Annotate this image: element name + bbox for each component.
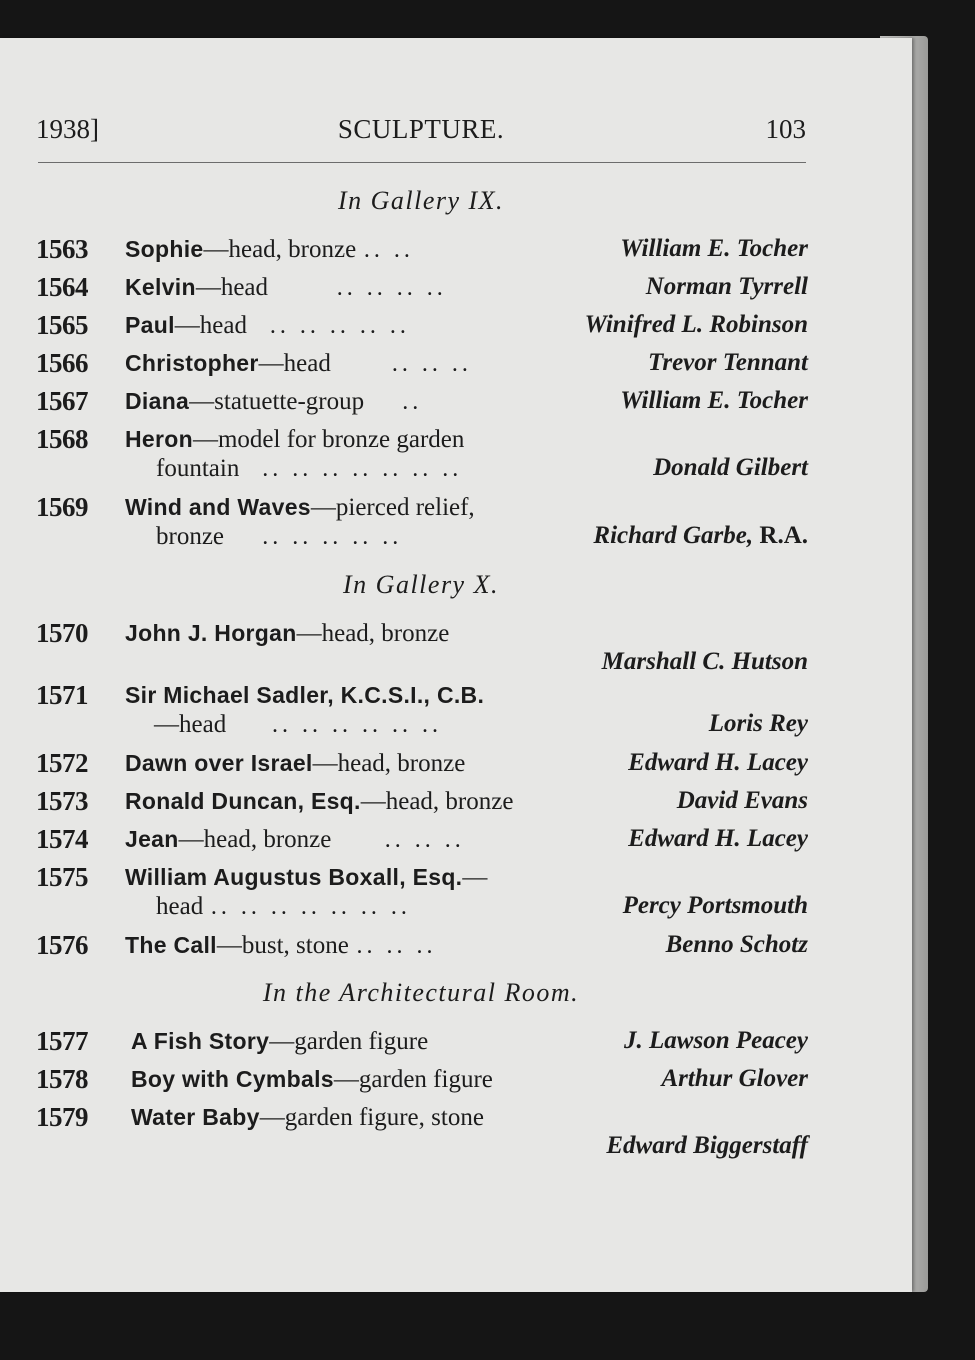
entry-text [125,272,447,303]
catalogue-entry [36,748,808,786]
leader-dots: .. [402,389,423,415]
catalogue-entry [36,786,808,824]
catalogue-entry [36,1026,808,1064]
gallery-heading: In Gallery IX. [337,186,505,215]
artist-name: J. Lawson Peacey [624,1027,808,1054]
catalogue-entry [36,348,808,386]
work-description: —head, bronze [203,236,357,263]
work-description: —head, bronze [296,620,450,647]
entry-number: 1574 [36,824,88,854]
leader-dots: .. .. .. .. .. .. .. [262,456,463,482]
work-title: John J. Horgan [125,620,297,646]
work-title: A Fish Story [131,1028,270,1054]
entry-number: 1565 [36,310,88,340]
artist-name: Donald Gilbert [653,454,808,481]
work-title: William Augustus Boxall, Esq. [125,864,463,890]
entry-text-continued: —head .. .. .. .. .. .. [154,711,442,738]
work-description: —head [195,274,269,301]
entry-text [125,748,465,779]
gallery-heading: In Gallery X. [343,570,499,599]
artist-name: Marshall C. Hutson [601,648,808,675]
work-description: —garden figure [269,1028,429,1055]
artist-name: Benno Schotz [665,931,808,958]
entry-text [125,786,513,817]
leader-dots: .. .. .. [356,933,437,959]
entry-number: 1578 [36,1064,88,1094]
artist-honorific: R.A. [753,522,808,549]
header-rule [38,162,806,163]
leader-dots: .. .. .. .. .. .. [271,712,442,738]
running-header [36,114,806,154]
book-page [0,38,912,1292]
work-title: Boy with Cymbals [131,1066,334,1092]
entry-text-continued: bronze .. .. .. .. .. [156,523,403,550]
gallery-heading: In the Architectural Room. [262,978,580,1007]
work-title: Sir Michael Sadler, K.C.S.I., C.B. [125,682,485,708]
catalogue-entry [36,492,808,558]
entry-number: 1572 [36,748,88,778]
entry-number: 1576 [36,930,88,960]
artist-name: Richard Garbe, R.A. [593,522,808,549]
entry-number: 1566 [36,348,88,378]
work-title: Paul [125,312,175,338]
work-description: — [462,864,488,891]
work-description: —head [258,350,331,377]
work-title: Water Baby [131,1104,260,1130]
work-description: —garden figure [333,1066,493,1093]
entry-number: 1567 [36,386,88,416]
work-title: Wind and Waves [125,494,311,520]
entry-text [125,492,475,523]
entry-text [125,862,487,893]
work-description: —model for bronze garden [192,426,465,453]
entry-number: 1573 [36,786,88,816]
entry-text [125,386,422,417]
entry-text [125,618,449,649]
artist-name: Winifred L. Robinson [584,311,808,338]
artist-name: Edward H. Lacey [628,825,808,852]
work-title: Christopher [125,350,259,376]
work-title: Sophie [125,236,204,262]
header-year: 1938] [36,114,99,144]
catalogue-entry [36,386,808,424]
entry-number: 1570 [36,618,88,648]
entry-text [131,1102,484,1133]
leader-dots: .. .. .. [384,827,465,853]
entry-number: 1564 [36,272,88,302]
entry-text [125,680,484,710]
leader-dots: .. .. [363,237,414,263]
work-description: —head, bronze [178,826,332,853]
catalogue-entry [36,824,808,862]
work-title: Heron [125,426,193,452]
leader-dots: .. .. .. .. .. .. .. [210,894,411,920]
entry-text [125,310,410,341]
artist-name: David Evans [676,787,808,814]
catalogue-entry [36,310,808,348]
work-description: —pierced relief, [310,494,475,521]
catalogue-entry [36,1064,808,1102]
work-description: —statuette-group [189,388,365,415]
catalogue-entry [36,272,808,310]
artist-name: Edward Biggerstaff [606,1132,808,1159]
artist-name: William E. Tocher [620,235,808,262]
work-description: —head, bronze [312,750,466,777]
entry-text [125,234,414,265]
work-description: —head, bronze [360,788,514,815]
entry-text [125,424,464,455]
entry-text [131,1064,493,1095]
work-title: Jean [125,826,179,852]
entry-text-continued: head .. .. .. .. .. .. .. [156,893,411,920]
leader-dots: .. .. .. .. .. [269,313,410,339]
entry-text-continued: fountain .. .. .. .. .. .. .. [156,455,463,482]
catalogue-entry [36,234,808,272]
work-description: —garden figure, stone [259,1104,484,1131]
work-title: Dawn over Israel [125,750,313,776]
catalogue-entry [36,862,808,928]
artist-name: Edward H. Lacey [628,749,808,776]
catalogue-entry [36,680,808,746]
work-description: —head [174,312,247,339]
header-section-title: SCULPTURE. [337,114,505,144]
page-number: 103 [765,114,806,144]
work-title: Ronald Duncan, Esq. [125,788,361,814]
work-title: Diana [125,388,190,414]
artist-name: Norman Tyrrell [645,273,808,300]
catalogue-entry [36,930,808,968]
artist-name: William E. Tocher [620,387,808,414]
catalogue-entry [36,424,808,490]
entry-text [125,930,436,961]
entry-text [131,1026,428,1057]
artist-name: Percy Portsmouth [622,892,808,919]
leader-dots: .. .. .. .. [336,275,447,301]
entry-number: 1579 [36,1102,88,1132]
leader-dots: .. .. .. [391,351,472,377]
entry-text [125,348,472,379]
entry-number: 1577 [36,1026,88,1056]
artist-name: Loris Rey [708,710,808,737]
catalogue-entry [36,618,808,684]
entry-number: 1568 [36,424,88,454]
work-title: Kelvin [125,274,196,300]
entry-number: 1569 [36,492,88,522]
entry-number: 1571 [36,680,88,710]
catalogue-entry [36,1102,808,1168]
leader-dots: .. .. .. .. .. [262,524,403,550]
entry-number: 1563 [36,234,88,264]
artist-name: Arthur Glover [661,1065,808,1092]
work-description: —bust, stone [216,932,349,959]
work-title: The Call [125,932,217,958]
entry-text [125,824,465,855]
artist-name: Trevor Tennant [648,349,808,376]
entry-number: 1575 [36,862,88,892]
